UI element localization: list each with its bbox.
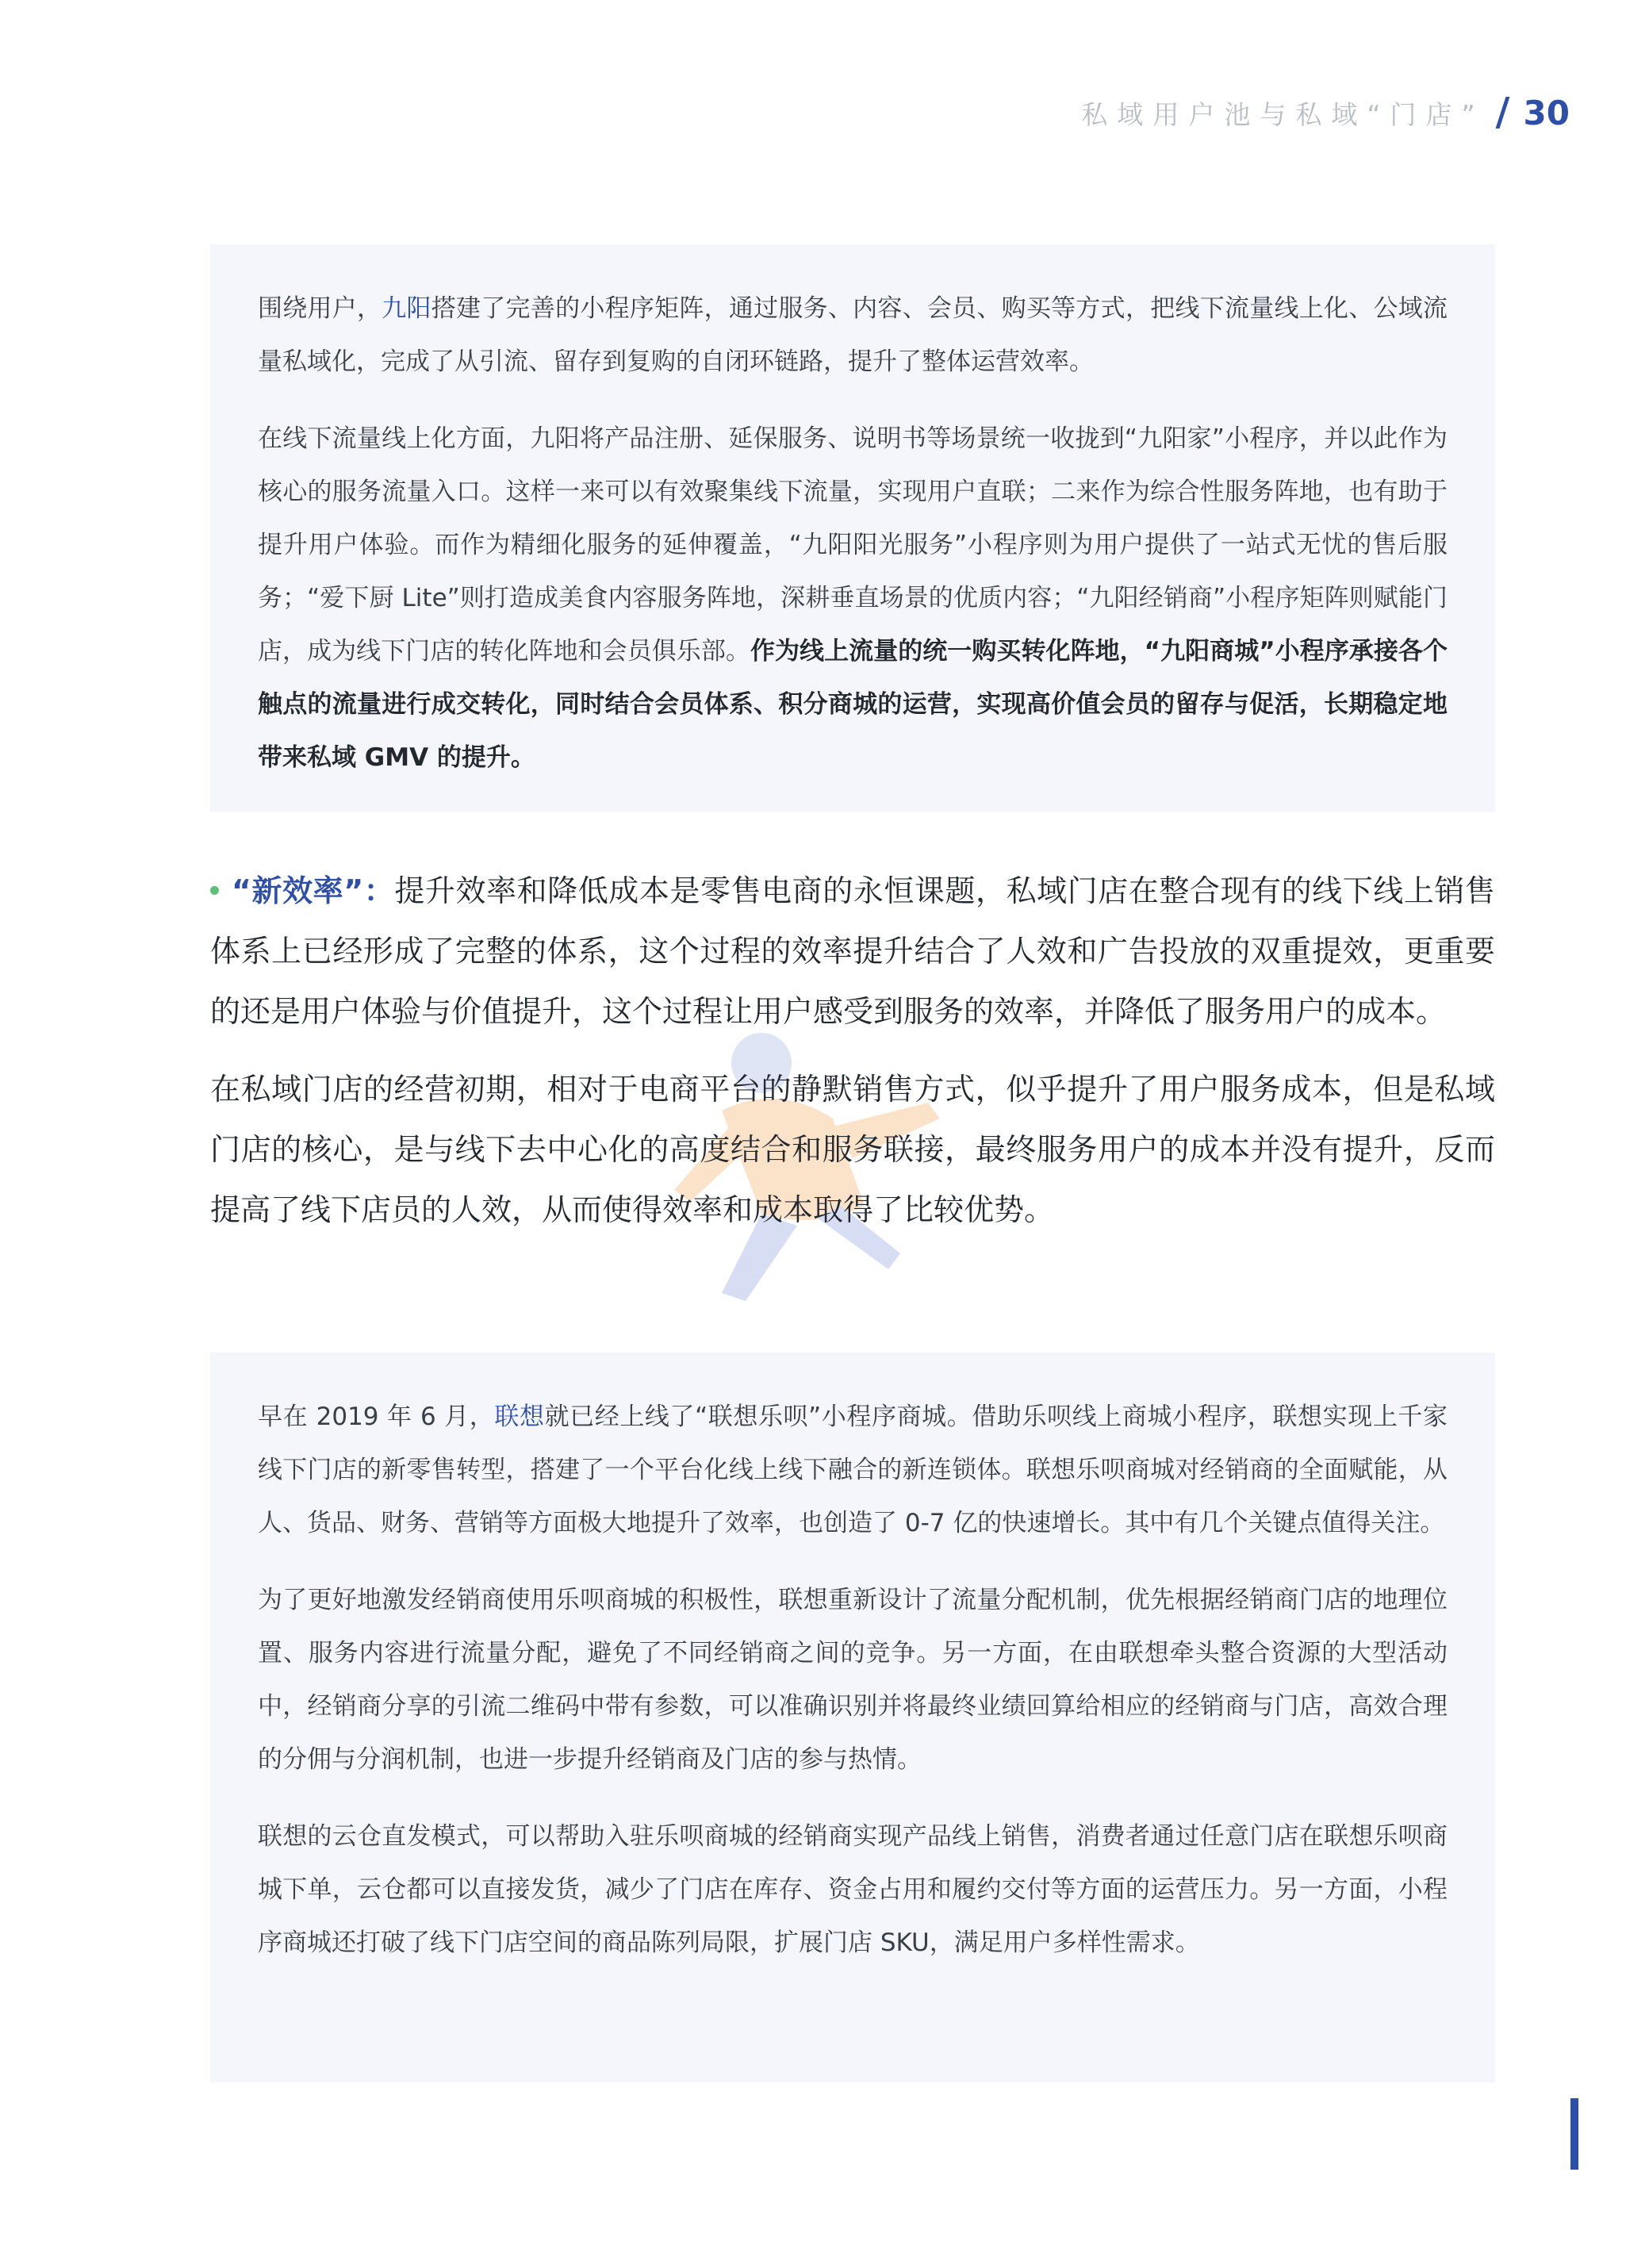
- case-box-jiuyang: [210, 244, 1495, 812]
- case-lenovo-paragraph-3: 联想的云仓直发模式，可以帮助入驻乐呗商城的经销商实现产品线上销售，消费者通过任意门店在联想乐呗商城下单，云仓都可以直接发货，减少了门店在库存、资金占用和履约交付等方面的运营压力。另一方面，小程序商城还打破了线下门店空间的商品陈列局限，扩展门店 SKU，满足用户多样性需求。: [258, 1822, 1448, 1957]
- case-lenovo-p1-before: 早在 2019 年 6 月，: [258, 1403, 495, 1431]
- case-box-lenovo: [210, 1353, 1495, 2082]
- bullet-text: 提升效率和降低成本是零售电商的永恒课题，私域门店在整合现有的线下线上销售体系上已经形成了完整的体系，这个过程的效率提升结合了人效和广告投放的双重提效，更重要的还是用户体验与价值提升，这个过程让用户感受到服务的效率，并降低了服务用户的成本。: [210, 873, 1495, 1029]
- page-number: 30: [1523, 93, 1570, 132]
- bullet-paragraph: [210, 861, 1495, 1042]
- header-title: 私域用户池与私域“门店”: [1081, 98, 1485, 130]
- case-lenovo-paragraph-2: 为了更好地激发经销商使用乐呗商城的积极性，联想重新设计了流量分配机制，优先根据经销商门店的地理位置、服务内容进行流量分配，避免了不同经销商之间的竞争。另一方面，在由联想牵头整合资源的大型活动中，经销商分享的引流二维码中带有参数，可以准确识别并将最终业绩回算给相应的经销商与门店，高效合理的分佣与分润机制，也进一步提升经销商及门店的参与热情。: [258, 1586, 1448, 1774]
- footer-accent-bar: [1570, 2098, 1578, 2170]
- body-paragraph-2: 在私域门店的经营初期，相对于电商平台的静默销售方式，似乎提升了用户服务成本，但是私域门店的核心，是与线下去中心化的高度结合和服务联接，最终服务用户的成本并没有提升，反而提高了线下店员的人效，从而使得效率和成本取得了比较优势。: [210, 1072, 1495, 1227]
- case-jiuyang-p2-normal: 在线下流量线上化方面，九阳将产品注册、延保服务、说明书等场景统一收拢到“九阳家”小程序，并以此作为核心的服务流量入口。这样一来可以有效聚集线下流量，实现用户直联；二来作为综合性服务阵地，也有助于提升用户体验。而作为精细化服务的延伸覆盖，“九阳阳光服务”小程序则为用户提供了一站式无忧的售后服务；“爱下厨 Lite”则打造成美食内容服务阵地，深耕垂直场景的优质内容；“九阳经销商”小程序矩阵则赋能门店，成为线下门店的转化阵地和会员俱乐部。: [258, 424, 1448, 666]
- case-jiuyang-p1-before: 围绕用户，: [258, 294, 382, 323]
- page-header: [1081, 89, 1570, 136]
- brand-highlight-lenovo: 联想: [494, 1403, 545, 1431]
- case-lenovo-paragraph-1: [258, 1391, 1448, 1550]
- bullet-dot-icon: [210, 886, 219, 895]
- case-jiuyang-paragraph-2: [258, 413, 1448, 785]
- case-jiuyang-p2-bold: 作为线上流量的统一购买转化阵地，“九阳商城”小程序承接各个触点的流量进行成交转化，同时结合会员体系、积分商城的运营，实现高价值会员的留存与促活，长期稳定地带来私域 GMV 的提升。: [258, 637, 1448, 772]
- case-jiuyang-paragraph-1: [258, 282, 1448, 389]
- case-lenovo-p1-after: 就已经上线了“联想乐呗”小程序商城。借助乐呗线上商城小程序，联想实现上千家线下门店的新零售转型，搭建了一个平台化线上线下融合的新连锁体。联想乐呗商城对经销商的全面赋能，从人、货品、财务、营销等方面极大地提升了效率，也创造了 0-7 亿的快速增长。其中有几个关键点值得关注。: [258, 1403, 1448, 1537]
- brand-highlight-jiuyang: 九阳: [382, 294, 431, 323]
- bullet-label: “新效率”：: [232, 873, 395, 908]
- case-jiuyang-p1-after: 搭建了完善的小程序矩阵，通过服务、内容、会员、购买等方式，把线下流量线上化、公域流量私域化，完成了从引流、留存到复购的自闭环链路，提升了整体运营效率。: [258, 294, 1448, 376]
- main-body: [210, 861, 1495, 1257]
- header-divider: [1495, 97, 1509, 129]
